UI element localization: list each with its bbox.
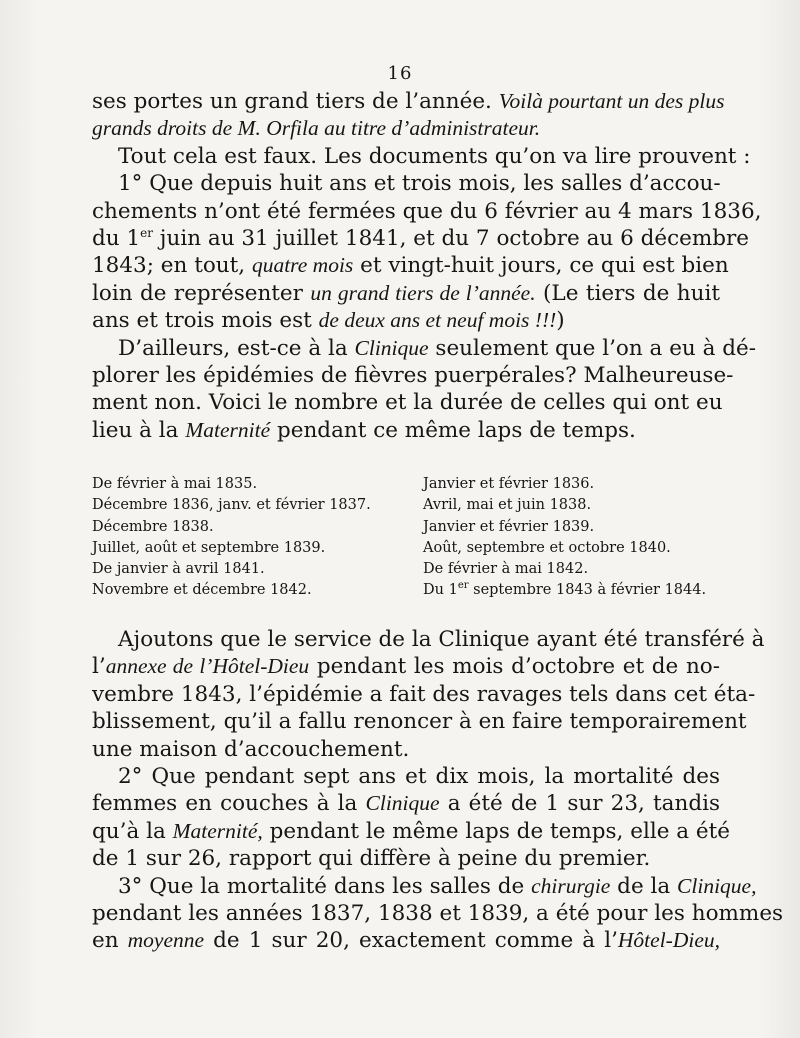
table-cell-left: Novembre et décembre 1842. [92, 582, 312, 599]
text-line: plorer les épidémies de fièvres puerpérales? Malheureuse- [92, 362, 734, 388]
text-run: ans et trois mois est [92, 308, 319, 334]
table-cell-right: Avril, mai et juin 1838. [423, 497, 592, 514]
text-run: et vingt-huit jours, ce qui est bien [353, 253, 729, 279]
italic-run: Clinique [365, 791, 440, 816]
body-text-lower [92, 626, 784, 955]
text-line: ment non. Voici le nombre et la durée de celles qui ont eu [92, 390, 723, 416]
text-run: pendant ce même laps de temps. [270, 417, 636, 443]
text-line [92, 252, 729, 279]
table-cell-left: Décembre 1838. [92, 518, 214, 535]
table-row [92, 517, 722, 538]
italic-run: grands droits de M. Orfila au titre d’administrateur. [92, 116, 541, 141]
paragraph-start: Tout cela est faux. Les documents qu’on va lire prouvent : [118, 143, 751, 169]
italic-run: Maternité [185, 417, 271, 442]
body-text-upper [92, 88, 762, 444]
text-run: lieu à la [92, 417, 186, 443]
paragraph-start: 2° Que pendant sept ans et dix mois, la mortalité des [118, 763, 720, 789]
text-line: de 1 sur 26, rapport qui diffère à peine du premier. [92, 846, 651, 872]
paragraph-start: Ajoutons que le service de la Clinique ayant été transféré à [118, 627, 765, 652]
italic-run: Voilà pourtant un des plus [498, 89, 725, 113]
text-run: loin de représenter [92, 280, 311, 306]
text-line: une maison d’accouchement. [92, 736, 410, 762]
table-row [92, 538, 722, 559]
text-run: du 1 [92, 225, 141, 251]
italic-run: un grand tiers de l’année. [310, 280, 536, 305]
table-cell-left: Décembre 1836, janv. et février 1837. [92, 497, 371, 514]
italic-run: Maternité, [172, 818, 263, 843]
table-row [92, 559, 722, 580]
text-run: seulement que l’on a eu à dé- [428, 335, 757, 361]
text-run: septembre 1843 à février 1844. [468, 582, 707, 599]
italic-run: de deux ans et neuf mois !!! [318, 308, 557, 333]
text-line [92, 790, 720, 817]
italic-run: quatre mois [251, 253, 354, 278]
text-run: a été de 1 sur 23, tandis [439, 791, 720, 817]
text-line [92, 280, 720, 307]
text-run: qu’à la [92, 818, 173, 844]
table-cell-left: De janvier à avril 1841. [92, 561, 265, 578]
table-row [92, 474, 722, 495]
table-cell-left: Juillet, août et septembre 1839. [92, 539, 326, 556]
paragraph-start [92, 873, 757, 900]
text-line: chements n’ont été fermées que du 6 février au 4 mars 1836, [92, 198, 762, 224]
text-line [92, 88, 725, 115]
text-run: pendant le même laps de temps, elle a été [262, 818, 730, 844]
text-run: ses portes un grand tiers de l’année. [92, 89, 499, 114]
text-line [92, 417, 720, 444]
table-cell-right: Août, septembre et octobre 1840. [423, 539, 671, 556]
text-run: Du 1 [423, 582, 458, 599]
italic-run: chirurgie [531, 873, 611, 898]
text-line: blissement, qu’il a fallu renoncer à en faire temporairement [92, 709, 747, 735]
text-run: D’ailleurs, est-ce à la [118, 335, 355, 361]
text-run: de la [610, 873, 678, 899]
text-line [92, 653, 720, 680]
text-run: juin au 31 juillet 1841, et du 7 octobre au 6 décembre [152, 225, 750, 251]
table-cell-right: Janvier et février 1839. [423, 518, 595, 535]
table-cell-right [423, 580, 722, 601]
italic-run: annexe de l’Hôtel-Dieu [105, 654, 310, 679]
text-run: 1843; en tout, [92, 253, 252, 279]
text-run: pendant les mois d’octobre et de no- [309, 654, 720, 680]
italic-run: Clinique [354, 335, 429, 360]
text-line [92, 225, 750, 252]
text-run: de 1 sur 20, exactement comme à l’ [204, 928, 618, 954]
superscript: er [457, 580, 469, 592]
text-line [92, 818, 730, 845]
text-line: pendant les années 1837, 1838 et 1839, a été pour les hommes [92, 900, 784, 926]
text-run: ) [556, 308, 565, 334]
italic-run: Hôtel-Dieu, [617, 928, 720, 953]
italic-run: Clinique, [677, 873, 757, 898]
table-row [92, 580, 722, 601]
table-cell-left: De février à mai 1835. [92, 476, 258, 492]
paragraph-start [92, 335, 757, 362]
paragraph-start: 1° Que depuis huit ans et trois mois, les salles d’accou- [118, 171, 721, 197]
table-cell-right: Janvier et février 1836. [423, 476, 595, 492]
text-line [92, 307, 720, 334]
page-number: 16 [387, 63, 413, 84]
italic-run: moyenne [127, 928, 205, 953]
text-line [92, 927, 720, 954]
text-run: l’ [92, 654, 106, 680]
text-run: (Le tiers de huit [535, 280, 721, 306]
text-run: 3° Que la mortalité dans les salles de [118, 873, 532, 899]
superscript: er [140, 225, 153, 240]
text-line [92, 115, 720, 142]
text-line: vembre 1843, l’épidémie a fait des ravages tels dans cet éta- [92, 681, 756, 707]
table-row [92, 495, 722, 516]
text-run: femmes en couches à la [92, 791, 366, 817]
text-run: en [92, 928, 128, 954]
epidemics-table [92, 474, 722, 602]
table-cell-right: De février à mai 1842. [423, 561, 589, 578]
